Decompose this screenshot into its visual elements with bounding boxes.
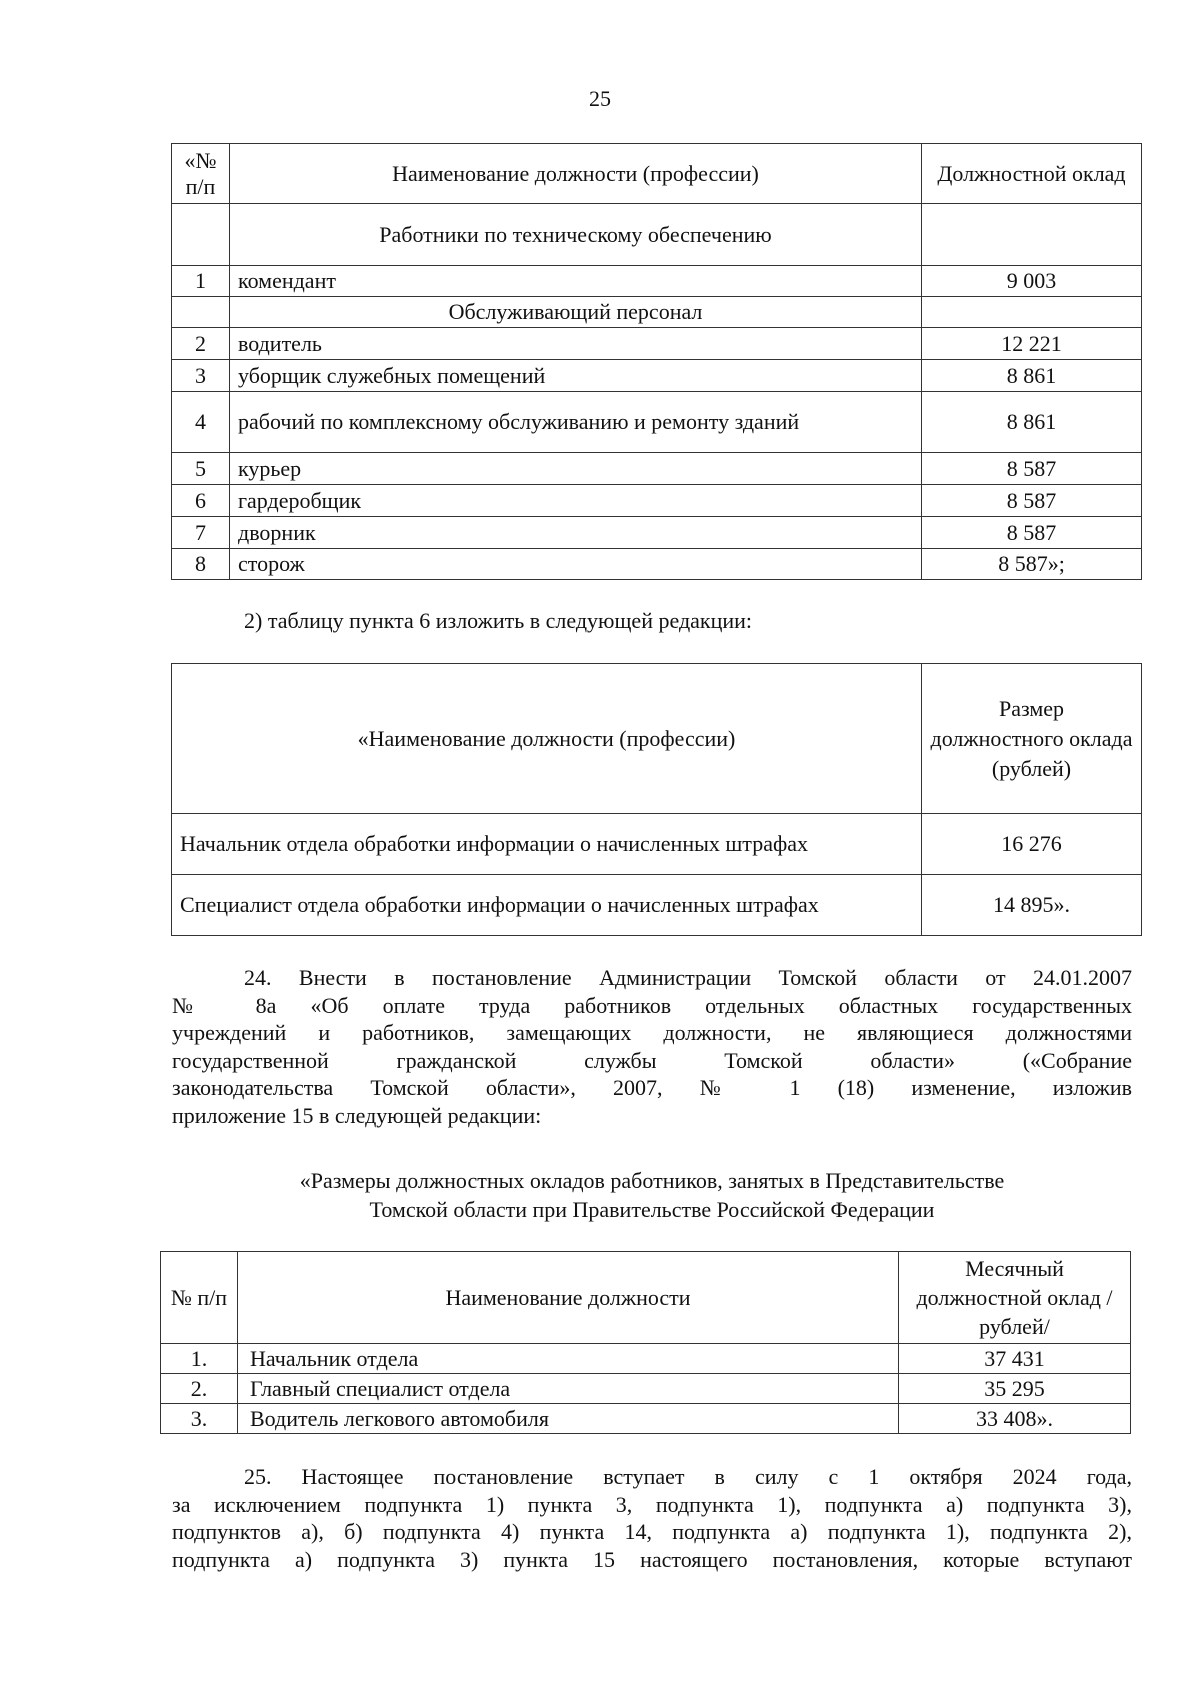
salary-table-technical-staff	[171, 143, 1142, 580]
paragraph-2: 2) таблицу пункта 6 изложить в следующей редакции:	[244, 608, 753, 633]
header-salary: Размер должностного оклада (рублей)	[922, 664, 1142, 814]
table3-caption: «Размеры должностных окладов работников, занятых в Представительстве Томской области при Правительстве Российской Федерации	[299, 1168, 1005, 1222]
group-row	[172, 297, 1142, 328]
paragraph-25: 25. Настоящее постановление вступает в силу с 1 октября 2024 года, за исключением подпункта 1) пункта 3, подпункта 1), подпункта а) подпункта 3), подпунктов а), б) подпункта 4) пункта 14, подпункта а) подпункта 1), подпункта 2), подпункта а) подпункта 3) пункта 15 настоящего постановления, которые вступают	[172, 1464, 1132, 1572]
group-title: Обслуживающий персонал	[230, 297, 922, 328]
header-name: Наименование должности (профессии)	[230, 144, 922, 204]
salary-table-fines-department	[171, 663, 1142, 936]
header-name: «Наименование должности (профессии)	[172, 664, 922, 814]
table-row: Специалист отдела обработки информации о начисленных штрафах 14 895».	[172, 875, 1142, 936]
table-row: 5 курьер 8 587	[172, 453, 1142, 485]
table-row: 3. Водитель легкового автомобиля 33 408».	[161, 1404, 1131, 1434]
header-salary: Месячный должностной оклад /рублей/	[899, 1252, 1131, 1344]
table-row: 3 уборщик служебных помещений 8 861	[172, 360, 1142, 392]
table-row: 1. Начальник отдела 37 431	[161, 1344, 1131, 1374]
table-row: 7 дворник 8 587	[172, 517, 1142, 549]
salary-table-representation	[160, 1251, 1131, 1434]
header-salary: Должностной оклад	[922, 144, 1142, 204]
table-header-row	[161, 1252, 1131, 1344]
group-row	[172, 204, 1142, 266]
table-row: 4 рабочий по комплексному обслуживанию и ремонту зданий 8 861	[172, 392, 1142, 453]
table-row: 1 комендант 9 003	[172, 266, 1142, 297]
page-number: 25	[589, 86, 611, 111]
table-header-row	[172, 664, 1142, 814]
paragraph-24: 24. Внести в постановление Администрации Томской области от 24.01.2007 № 8а «Об оплате труда работников отдельных областных государственных учреждений и работников, замещающих должности, не являющиеся должностями государственной гражданской службы Томской области» («Собрание законодательства Томской области», 2007, № 1 (18) изменение, изложив приложение 15 в следующей редакции:	[172, 965, 1132, 1128]
table-row: 2 водитель 12 221	[172, 328, 1142, 360]
group-title: Работники по техническому обеспечению	[230, 204, 922, 266]
table-row: 2. Главный специалист отдела 35 295	[161, 1374, 1131, 1404]
table-header-row	[172, 144, 1142, 204]
header-num: «№ п/п	[172, 144, 230, 204]
header-name: Наименование должности	[238, 1252, 899, 1344]
header-num: № п/п	[161, 1252, 238, 1344]
table-row: Начальник отдела обработки информации о начисленных штрафах 16 276	[172, 814, 1142, 875]
table-row: 8 сторож 8 587»;	[172, 549, 1142, 580]
table-row: 6 гардеробщик 8 587	[172, 485, 1142, 517]
